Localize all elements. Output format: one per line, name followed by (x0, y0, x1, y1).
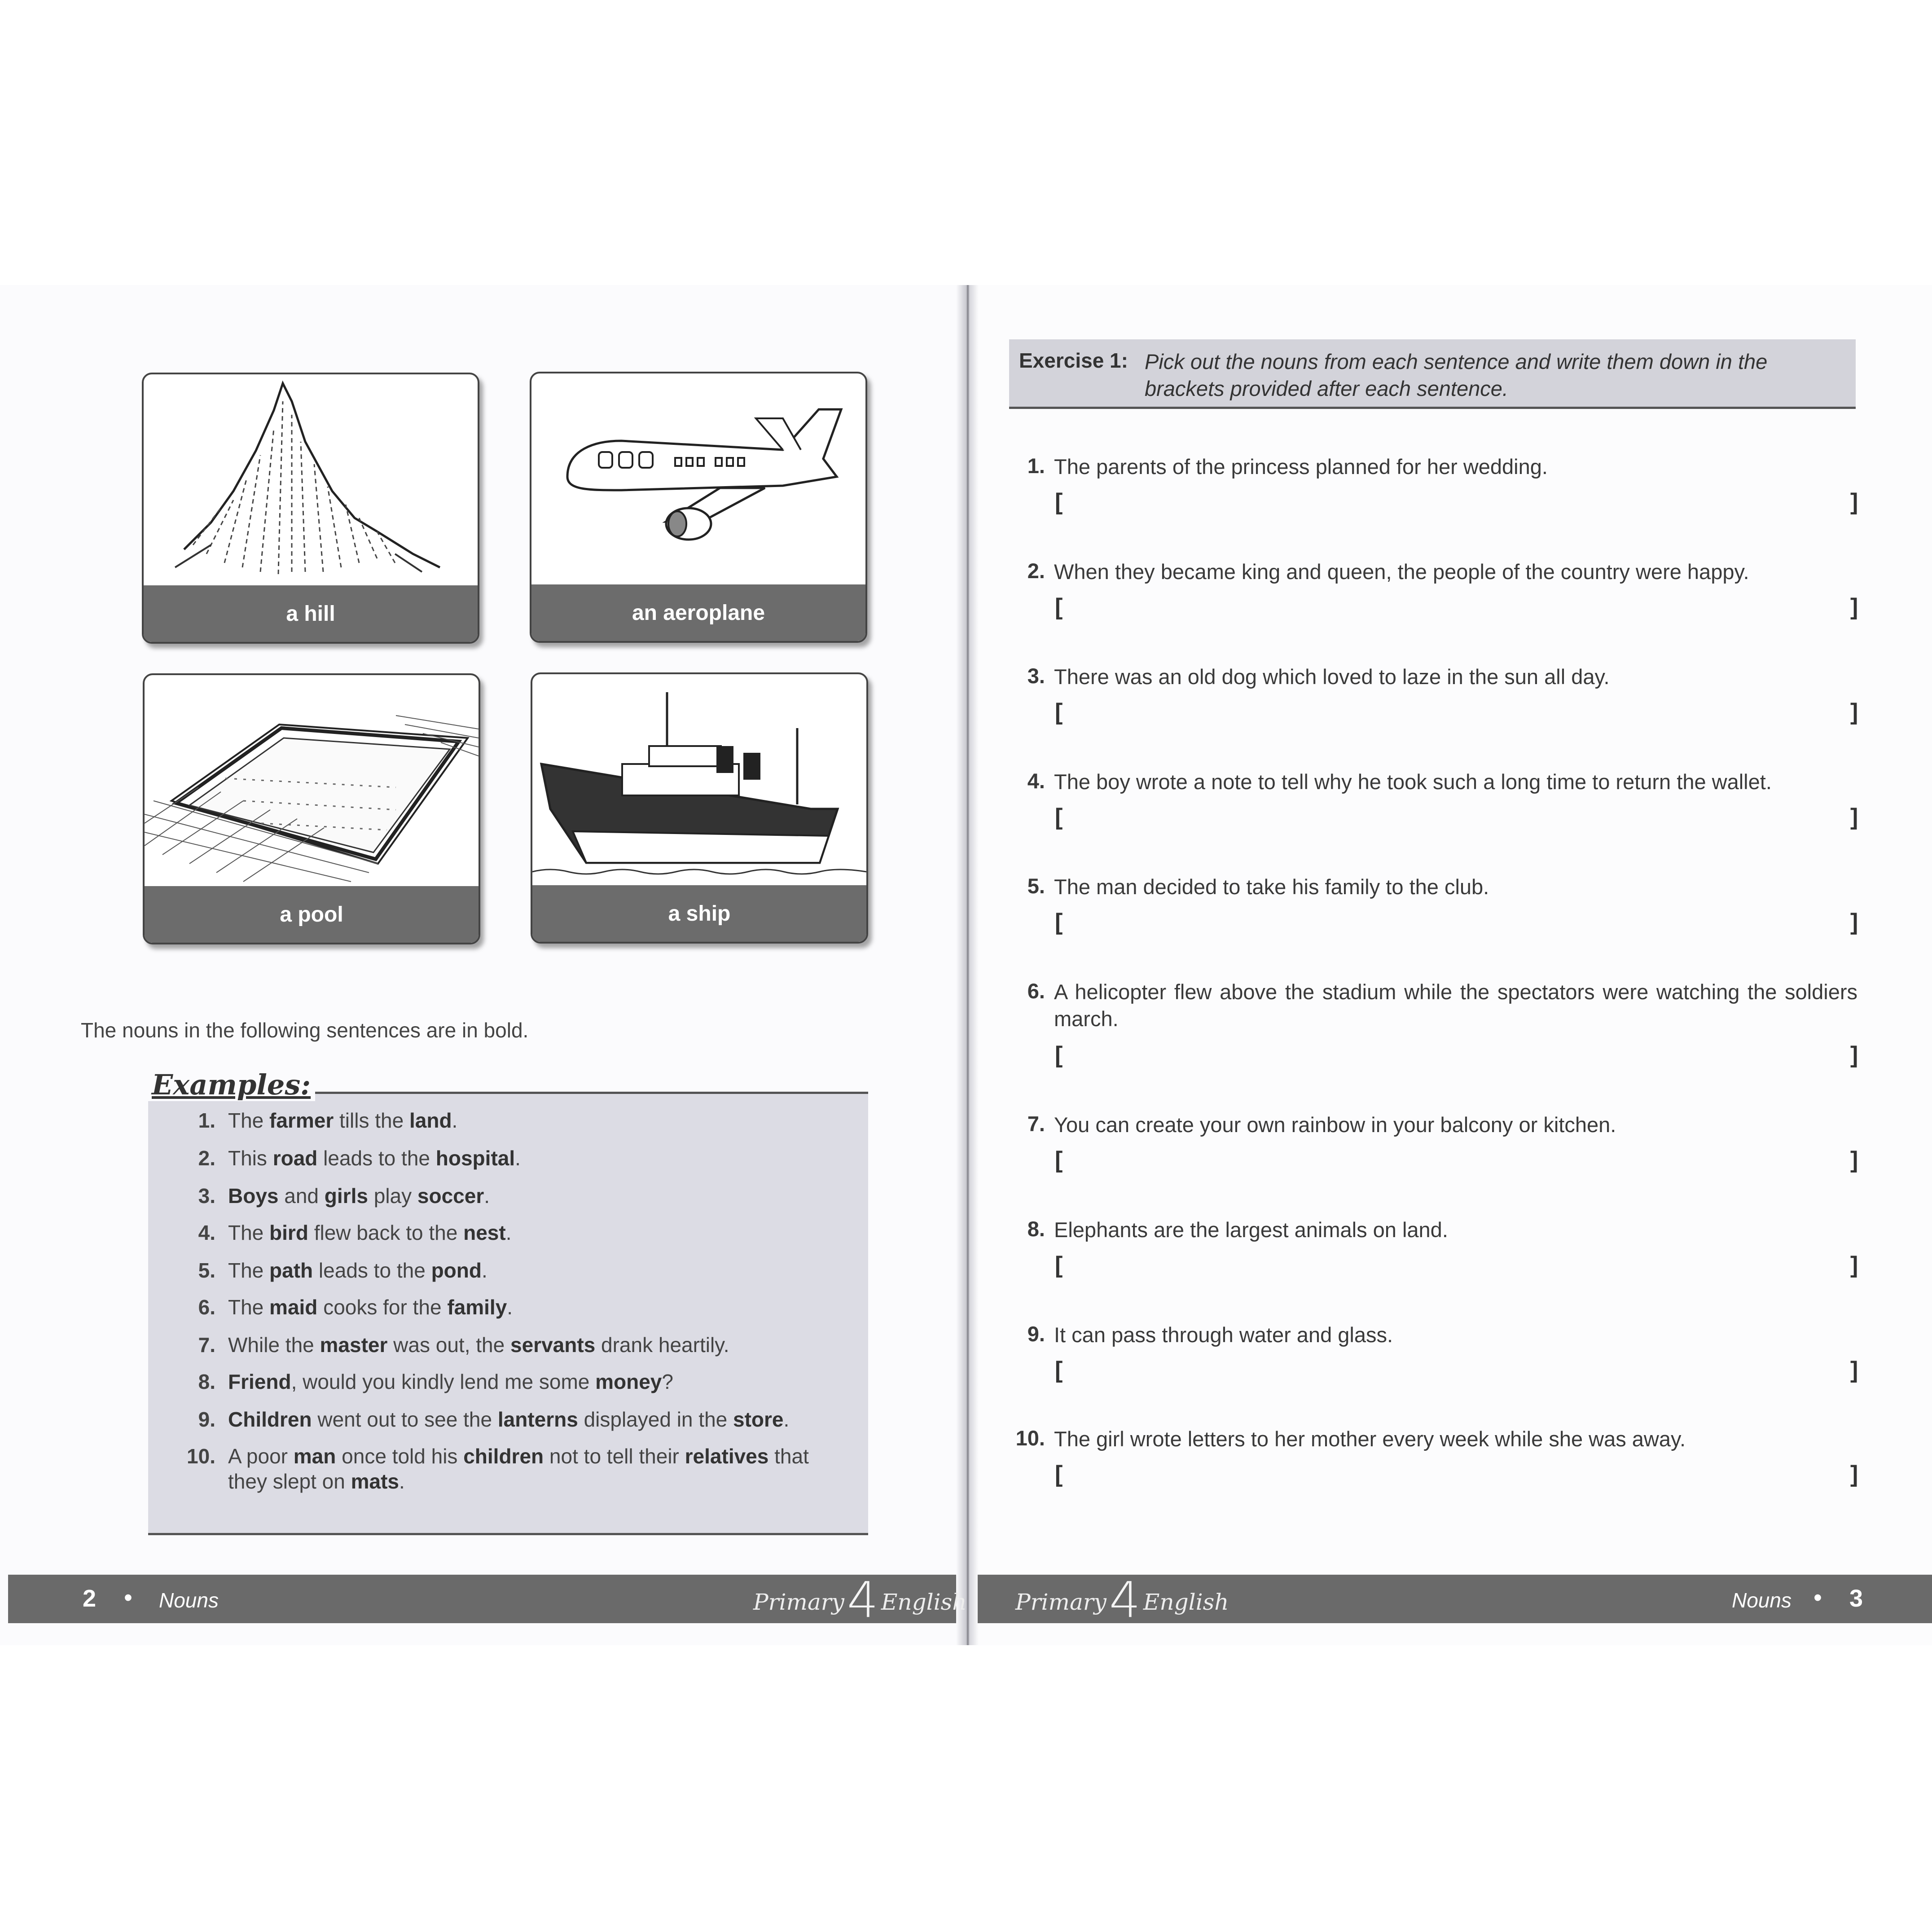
exercise-label: Exercise 1: (1019, 349, 1128, 372)
example-number: 7. (198, 1333, 215, 1357)
card-aeroplane (530, 372, 867, 643)
aeroplane-icon (531, 373, 865, 584)
question-text: The girl wrote letters to her mother every week while she was away. (1054, 1427, 1686, 1451)
answer-bracket-close: ] (1850, 1357, 1858, 1383)
answer-field[interactable] (1068, 1358, 1845, 1385)
answer-field[interactable] (1068, 490, 1845, 517)
answer-bracket-open: [ (1055, 594, 1063, 620)
question-number: 1. (1027, 454, 1045, 478)
example-sentence: Boys and girls play soccer. (228, 1184, 490, 1208)
example-sentence: Children went out to see the lanterns displayed in the store. (228, 1408, 790, 1431)
question-number: 10. (1015, 1426, 1045, 1450)
brand-logo-left: Primary 4 English (753, 1571, 967, 1629)
answer-field[interactable] (1068, 910, 1845, 937)
answer-field[interactable] (1068, 1043, 1845, 1070)
answer-bracket-close: ] (1850, 804, 1858, 830)
question-text: The boy wrote a note to tell why he took such a long time to return the wallet. (1054, 770, 1772, 794)
example-number: 5. (198, 1259, 215, 1282)
answer-field[interactable] (1068, 595, 1845, 622)
ship-icon (532, 674, 866, 885)
question-text: The man decided to take his family to the club. (1054, 875, 1489, 899)
example-number: 10. (187, 1445, 215, 1468)
example-sentence: The maid cooks for the family. (228, 1295, 513, 1319)
question-number: 2. (1027, 559, 1045, 583)
footer-left (8, 1571, 967, 1629)
answer-field[interactable] (1068, 1462, 1845, 1489)
question-number: 7. (1027, 1112, 1045, 1136)
example-number: 2. (198, 1146, 215, 1170)
answer-bracket-close: ] (1850, 489, 1858, 515)
example-number: 8. (198, 1370, 215, 1393)
question-number: 8. (1027, 1217, 1045, 1241)
card-pool (143, 673, 480, 944)
answer-field[interactable] (1068, 1253, 1845, 1280)
answer-bracket-close: ] (1850, 1147, 1858, 1173)
card-caption-aeroplane: an aeroplane (531, 584, 865, 641)
card-ship (531, 672, 868, 944)
page-number-left: 2 (83, 1585, 97, 1612)
question-text: A helicopter flew above the stadium while the spectators were watching the soldiers march. (1054, 980, 1857, 1031)
exercise-header (1009, 339, 1856, 409)
answer-bracket-open: [ (1055, 1461, 1063, 1487)
question-text: Elephants are the largest animals on land. (1054, 1218, 1448, 1242)
example-number: 9. (198, 1408, 215, 1431)
pool-icon (145, 675, 479, 886)
example-sentence: Friend, would you kindly lend me some money? (228, 1370, 673, 1393)
question-text: When they became king and queen, the people of the country were happy. (1054, 560, 1749, 584)
example-sentence: A poor man once told his children not to tell their relatives that they slept on mats. (228, 1445, 809, 1493)
answer-bracket-close: ] (1850, 1042, 1858, 1068)
answer-bracket-open: [ (1055, 1147, 1063, 1173)
question-number: 9. (1027, 1322, 1045, 1346)
footer-separator: • (1813, 1584, 1822, 1611)
answer-bracket-open: [ (1055, 804, 1063, 830)
question-number: 6. (1027, 979, 1045, 1003)
answer-field[interactable] (1068, 805, 1845, 832)
question-text: There was an old dog which loved to laze in the sun all day. (1054, 665, 1610, 689)
brand-logo-right: Primary 4 English (1015, 1571, 1229, 1629)
book-spine (956, 285, 979, 1645)
example-number: 6. (198, 1295, 215, 1319)
card-caption-hill: a hill (144, 585, 478, 642)
footer-section-left: Nouns (159, 1589, 219, 1612)
example-sentence: This road leads to the hospital. (228, 1146, 521, 1170)
question-text: You can create your own rainbow in your balcony or kitchen. (1054, 1113, 1616, 1137)
card-caption-ship: a ship (532, 885, 866, 942)
example-sentence: The path leads to the pond. (228, 1259, 487, 1282)
example-number: 4. (198, 1221, 215, 1244)
answer-bracket-close: ] (1850, 909, 1858, 935)
answer-bracket-open: [ (1055, 1252, 1063, 1278)
examples-heading: Examples: (148, 1068, 315, 1101)
answer-bracket-close: ] (1850, 594, 1858, 620)
footer-section-right: Nouns (1732, 1589, 1791, 1612)
answer-bracket-close: ] (1850, 1461, 1858, 1487)
footer-right (978, 1571, 1932, 1629)
intro-text: The nouns in the following sentences are in bold. (81, 1019, 529, 1042)
answer-field[interactable] (1068, 1148, 1845, 1175)
answer-bracket-open: [ (1055, 1042, 1063, 1068)
answer-bracket-close: ] (1850, 1252, 1858, 1278)
example-number: 3. (198, 1184, 215, 1208)
question-text: It can pass through water and glass. (1054, 1323, 1393, 1347)
hill-icon (144, 374, 478, 585)
answer-bracket-open: [ (1055, 489, 1063, 515)
exercise-instruction: Pick out the nouns from each sentence and write them down in the brackets provided after each sentence. (1145, 350, 1768, 400)
answer-bracket-close: ] (1850, 699, 1858, 725)
answer-bracket-open: [ (1055, 909, 1063, 935)
question-number: 3. (1027, 664, 1045, 688)
example-number: 1. (198, 1109, 215, 1132)
question-text: The parents of the princess planned for her wedding. (1054, 455, 1548, 479)
example-sentence: The farmer tills the land. (228, 1109, 458, 1132)
answer-field[interactable] (1068, 700, 1845, 727)
question-number: 5. (1027, 874, 1045, 898)
example-sentence: While the master was out, the servants drank heartily. (228, 1333, 729, 1357)
page-number-right: 3 (1849, 1585, 1863, 1612)
example-sentence: The bird flew back to the nest. (228, 1221, 512, 1244)
footer-separator: • (124, 1584, 132, 1611)
answer-bracket-open: [ (1055, 1357, 1063, 1383)
answer-bracket-open: [ (1055, 699, 1063, 725)
card-hill (142, 373, 479, 644)
question-number: 4. (1027, 769, 1045, 793)
card-caption-pool: a pool (145, 886, 479, 943)
